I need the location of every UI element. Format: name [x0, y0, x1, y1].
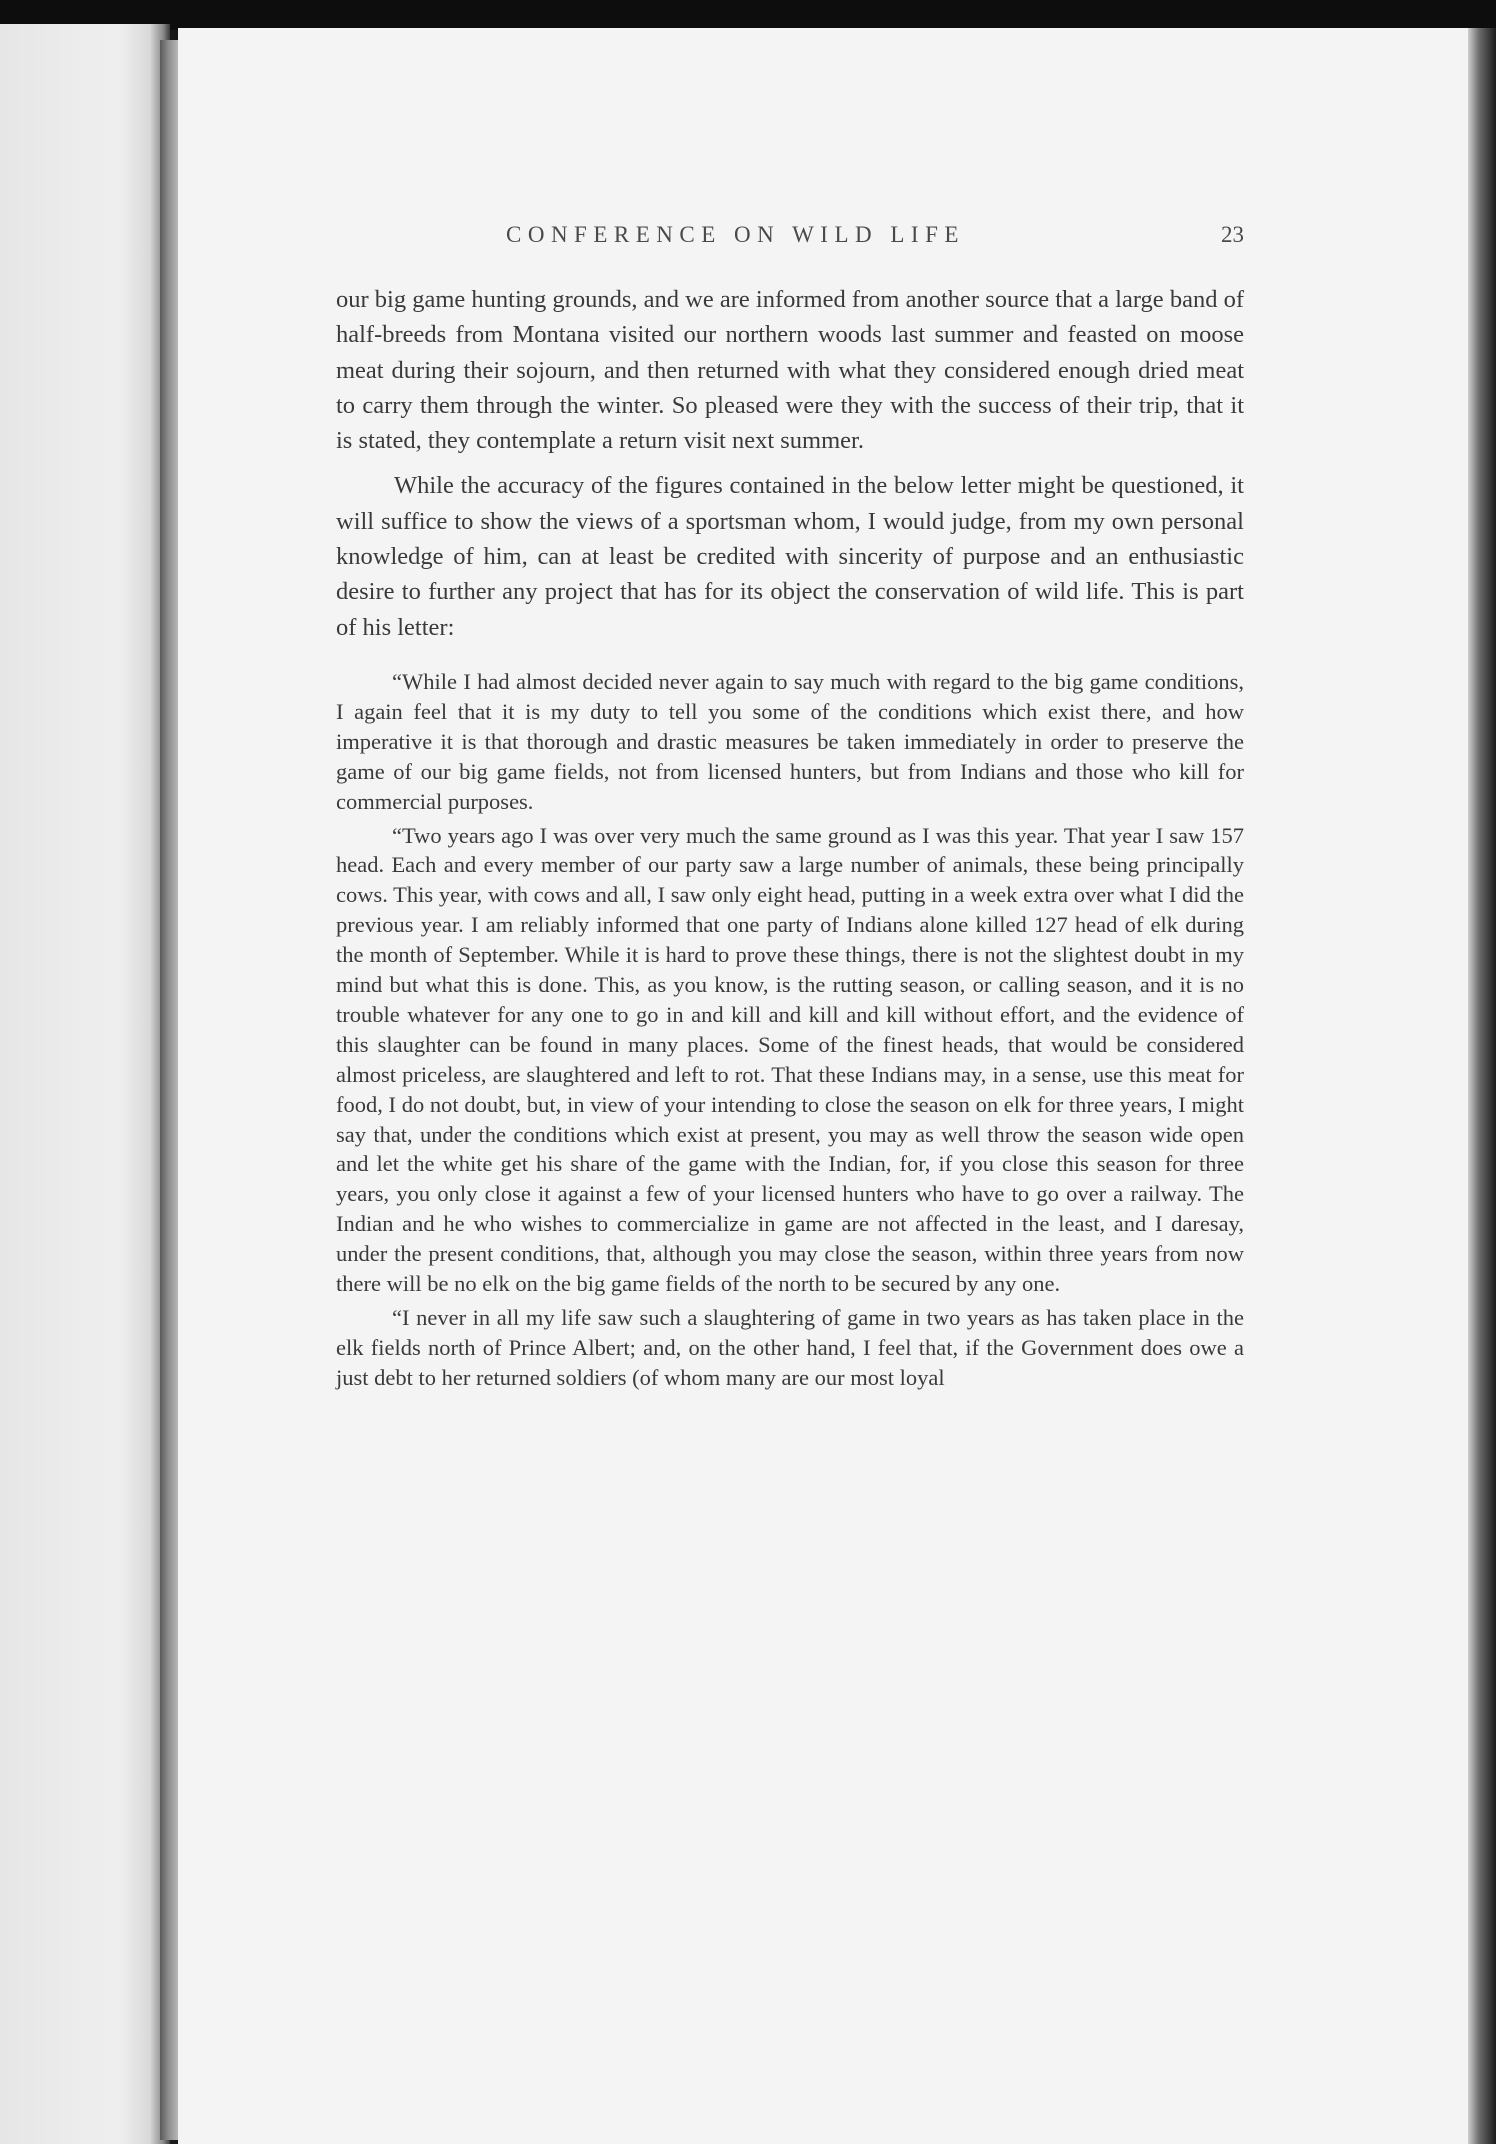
- body-paragraph: our big game hunting grounds, and we are informed from another source that a large band of half-breeds from Montana visited our northern woods last summer and feasted on moose meat during their sojourn, and then returned with what they considered enough dried meat to carry them through the winter. So pleased were they with the success of their trip, that it is stated, they contemplate a return visit next summer.: [336, 286, 1244, 455]
- page-edge-shadow: [1468, 28, 1496, 2144]
- running-head: CONFERENCE ON WILD LIFE: [506, 222, 965, 247]
- quote-paragraph: “I never in all my life saw such a slaughtering of game in two years as has taken place in the elk fields north of Prince Albert; and, on the other hand, I feel that, if the Government does owe a just debt to her returned soldiers (of whom many are our most loyal: [336, 1305, 1244, 1390]
- quoted-letter: [336, 667, 1244, 1393]
- page-body: [336, 282, 1244, 1393]
- body-paragraph: While the accuracy of the figures contained in the below letter might be questioned, it will suffice to show the views of a sportsman whom, I would judge, from my own personal knowledge of him, can at least be credited with sincerity of purpose and an enthusiastic desire to further any project that has for its object the conservation of wild life. This is part of his letter:: [336, 472, 1244, 641]
- quote-paragraph: “While I had almost decided never again to say much with regard to the big game conditions, I again feel that it is my duty to tell you some of the conditions which exist there, and how imperative it is that thorough and drastic measures be taken immediately in order to preserve the game of our big game fields, not from licensed hunters, but from Indians and those who kill for commercial purposes.: [336, 668, 1244, 814]
- page-header: [334, 222, 1244, 258]
- quote-paragraph: “Two years ago I was over very much the same ground as I was this year. That year I saw 157 head. Each and every member of our party saw a large number of animals, these being principally cows. This year, with cows and all, I saw only eight head, putting in a week extra over what I did the previous year. I am reliably informed that one party of Indians alone killed 127 head of elk during the month of September. While it is hard to prove these things, there is not the slightest doubt in my mind but what this is done. This, as you know, is the rutting season, or calling season, and it is no trouble whatever for any one to go in and kill and kill and kill without effort, and the evidence of this slaughter can be found in many places. Some of the finest heads, that would be considered almost priceless, are slaughtered and left to rot. That these Indians may, in a sense, use this meat for food, I do not doubt, but, in view of your intending to close the season on elk for three years, I might say that, under the conditions which exist at present, you may as well throw the season wide open and let the white get his share of the game with the Indian, for, if you close this season for three years, you only close it against a few of your licensed hunters who have to go over a railway. The Indian and he who wishes to commercialize in game are not affected in the least, and I daresay, under the present conditions, that, although you may close the season, within three years from now there will be no elk on the big game fields of the north to be secured by any one.: [336, 822, 1244, 1297]
- scan-border-top: [0, 0, 1496, 30]
- page-number: 23: [1221, 222, 1244, 247]
- facing-page-edge: [0, 24, 170, 2144]
